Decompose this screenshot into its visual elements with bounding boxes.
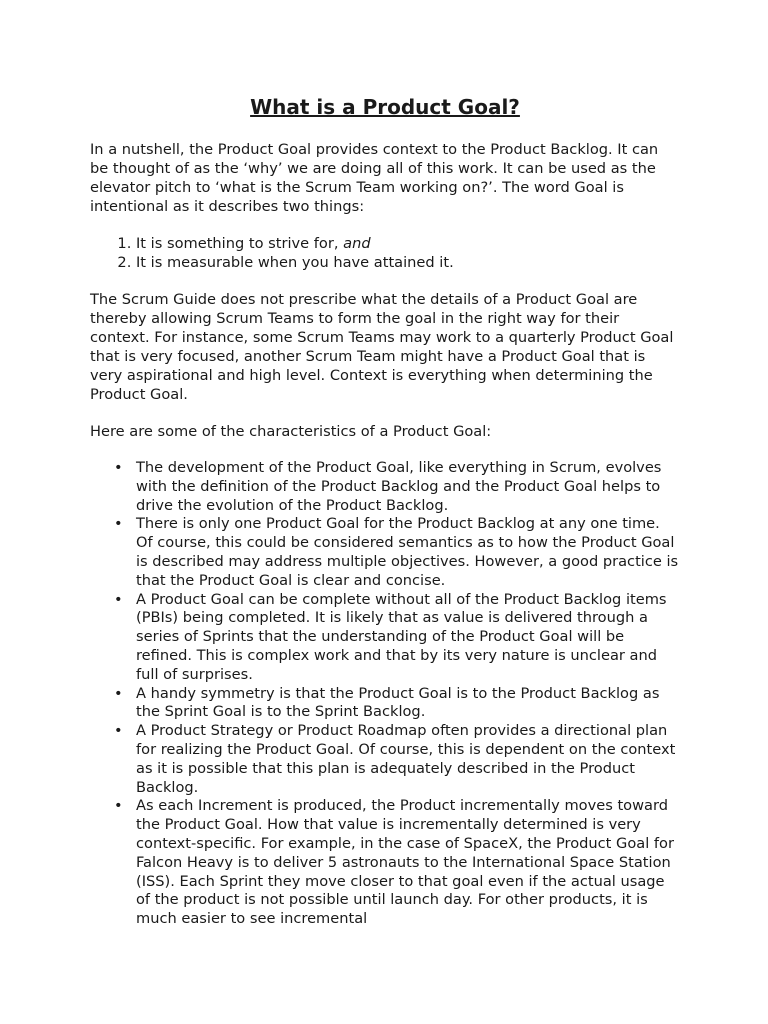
numbered-item-1 — [136, 234, 680, 253]
intro-paragraph: In a nutshell, the Product Goal provides context to the Product Backlog. It can be thought of as the ‘why’ we are doing all of this work. It can be used as the elevator pitch to ‘what is the Scrum Team working on?’. The word Goal is intentional as it describes two things: — [90, 141, 659, 215]
list-item: • A Product Strategy or Product Roadmap often provides a directional plan for realizing the Product Goal. Of course, this is dependent on the context as it is possible that this plan is adequately described in the Product Backlog. — [136, 722, 680, 797]
list-item: • A Product Goal can be complete without all of the Product Backlog items (PBIs) being completed. It is likely that as value is delivered through a series of Sprints that the understanding of the Product Goal will be refined. This is complex work and that by its very nature is unclear and full of surprises. — [136, 591, 680, 685]
list-item: • The development of the Product Goal, like everything in Scrum, evolves with the definition of the Product Backlog and the Product Goal helps to drive the evolution of the Product Backlog. — [136, 459, 680, 515]
list-item: • A handy symmetry is that the Product Goal is to the Product Backlog as the Sprint Goal is to the Sprint Backlog. — [136, 685, 680, 723]
numbered-list — [90, 234, 680, 272]
list-item: • There is only one Product Goal for the Product Backlog at any one time. Of course, this could be considered semantics as to how the Product Goal is described may address multiple objectives. However, a good practice is that the Product Goal is clear and concise. — [136, 515, 680, 590]
numbered-item-2: 2. It is measurable when you have attained it. — [136, 253, 680, 272]
numbered-item-1-text: It is something to strive for, — [136, 235, 344, 252]
list-item: • As each Increment is produced, the Product incrementally moves toward the Product Goal. How that value is incrementally determined is very context-specific. For example, in the case of SpaceX, the Product Goal for Falcon Heavy is to deliver 5 astronauts to the International Space Station (ISS). Each Sprint they move closer to that goal even if the actual usage of the product is not possible until launch day. For other products, it is much easier to see incremental — [136, 797, 680, 929]
numbered-item-1-emphasis: and — [343, 235, 371, 252]
characteristics-intro: Here are some of the characteristics of a Product Goal: — [90, 423, 492, 440]
document-page — [90, 94, 680, 929]
page-title: What is a Product Goal? — [250, 95, 520, 119]
characteristics-list — [90, 459, 680, 929]
context-paragraph: The Scrum Guide does not prescribe what the details of a Product Goal are thereby allowing Scrum Teams to form the goal in the right way for their context. For instance, some Scrum Teams may work to a quarterly Product Goal that is very focused, another Scrum Team might have a Product Goal that is very aspirational and high level. Context is everything when determining the Product Goal. — [90, 291, 674, 403]
